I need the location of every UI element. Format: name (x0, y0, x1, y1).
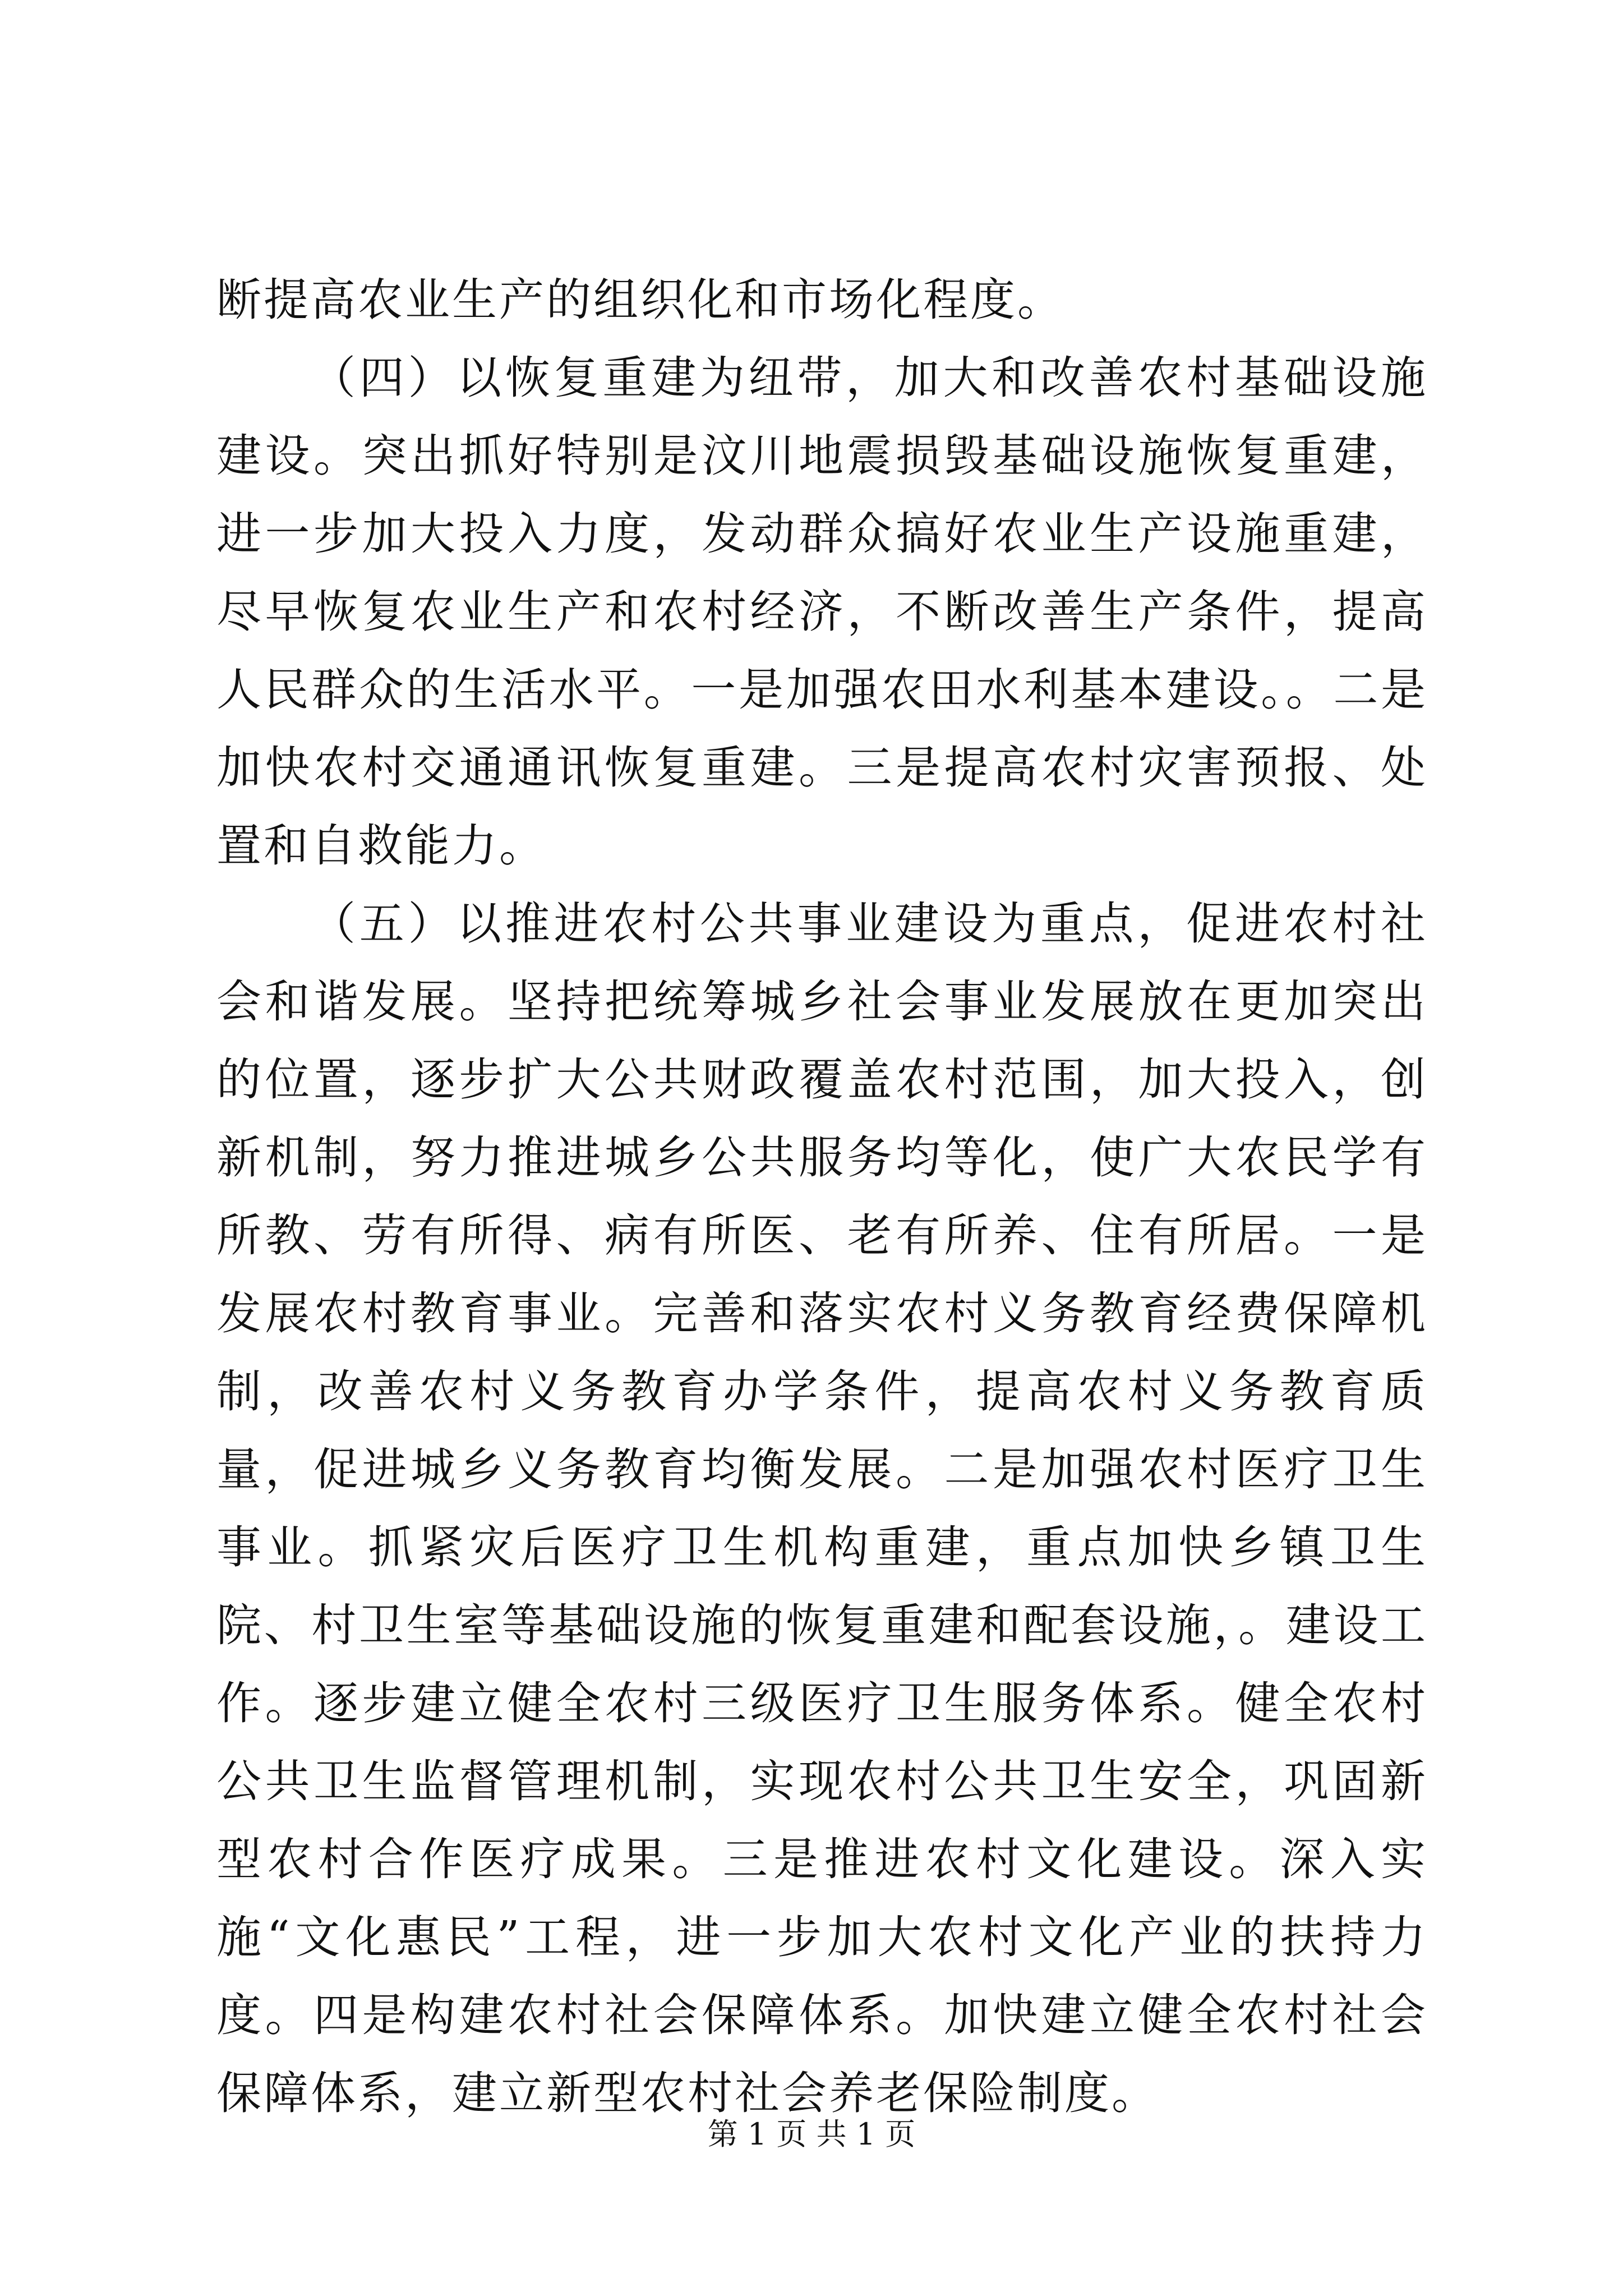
document-body (216, 261, 1428, 2132)
paragraph-section-4: （四）以恢复重建为纽带，加大和改善农村基础设施建设。突出抓好特别是汶川地震损毁基础设施恢复重建，进一步加大投入力度，发动群众搞好农业生产设施重建，尽早恢复农业生产和农村经济，不断改善生产条件，提高人民群众的生活水平。一是加强农田水利基本建设。。二是加快农村交通通讯恢复重建。三是提高农村灾害预报、处置和自救能力。 (216, 352, 1428, 872)
paragraph-section-5: （五）以推进农村公共事业建设为重点，促进农村社会和谐发展。坚持把统筹城乡社会事业发展放在更加突出的位置，逐步扩大公共财政覆盖农村范围，加大投入，创新机制，努力推进城乡公共服务均等化，使广大农民学有所教、劳有所得、病有所医、老有所养、住有所居。一是发展农村教育事业。完善和落实农村义务教育经费保障机制，改善农村义务教育办学条件，提高农村义务教育质量，促进城乡义务教育均衡发展。二是加强农村医疗卫生事业。抓紧灾后医疗卫生机构重建，重点加快乡镇卫生院、村卫生室等基础设施的恢复重建和配套设施，。建设工作。逐步建立健全农村三级医疗卫生服务体系。健全农村公共卫生监督管理机制，实现农村公共卫生安全，巩固新型农村合作医疗成果。三是推进农村文化建设。深入实施“文化惠民”工程，进一步加大农村文化产业的扶持力度。四是构建农村社会保障体系。加快建立健全农村社会保障体系，建立新型农村社会养老保险制度。 (216, 898, 1428, 2119)
page-footer: 第 1 页 共 1 页 (707, 2116, 916, 2152)
paragraph-continuation: 断提高农业生产的组织化和市场化程度。 (216, 274, 1064, 326)
